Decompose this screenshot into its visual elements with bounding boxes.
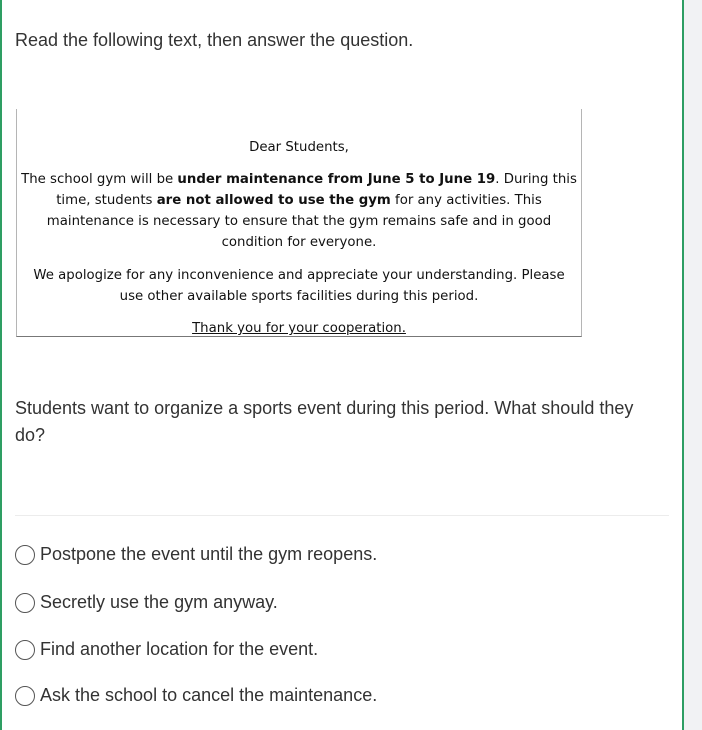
answer-option-3[interactable] xyxy=(15,639,318,660)
answer-option-1[interactable] xyxy=(15,544,377,565)
instruction-text: Read the following text, then answer the question. xyxy=(15,30,414,50)
notice-p1-text-e: for any activities. This maintenance is necessary to ensure that the gym remains safe and in good condition for everyone. xyxy=(46,193,552,250)
answer-option-2[interactable] xyxy=(15,592,278,613)
radio-button[interactable] xyxy=(15,640,35,660)
notice-paragraph-1 xyxy=(18,169,580,253)
divider xyxy=(15,515,669,516)
option-label: Ask the school to cancel the maintenance. xyxy=(40,685,378,705)
radio-button[interactable] xyxy=(15,545,35,565)
radio-button[interactable] xyxy=(15,593,35,613)
notice-paragraph-2: We apologize for any inconvenience and appreciate your understanding. Please use other available sports facilities during this period. xyxy=(33,268,565,304)
left-border xyxy=(0,0,2,730)
notice-p1-text-a: The school gym will be xyxy=(21,172,178,187)
notice-thanks-text: Thank you for your cooperation. xyxy=(192,321,406,336)
notice-thanks xyxy=(17,318,581,339)
option-label: Postpone the event until the gym reopens. xyxy=(40,544,378,564)
notice-p1-bold-dates: under maintenance from June 5 to June 19 xyxy=(177,172,496,187)
radio-button[interactable] xyxy=(15,686,35,706)
notice-greeting: Dear Students, xyxy=(249,140,349,155)
notice-p1-text-c: . During this time, students xyxy=(56,172,577,208)
notice-image xyxy=(16,109,582,337)
option-label: Find another location for the event. xyxy=(40,639,319,659)
answer-option-4[interactable] xyxy=(15,685,377,706)
notice-p1-bold-rule: are not allowed to use the gym xyxy=(156,193,391,208)
question-text: Students want to organize a sports event during this period. What should they do? xyxy=(15,398,634,445)
option-label: Secretly use the gym anyway. xyxy=(40,592,278,612)
right-side-panel xyxy=(684,0,702,730)
